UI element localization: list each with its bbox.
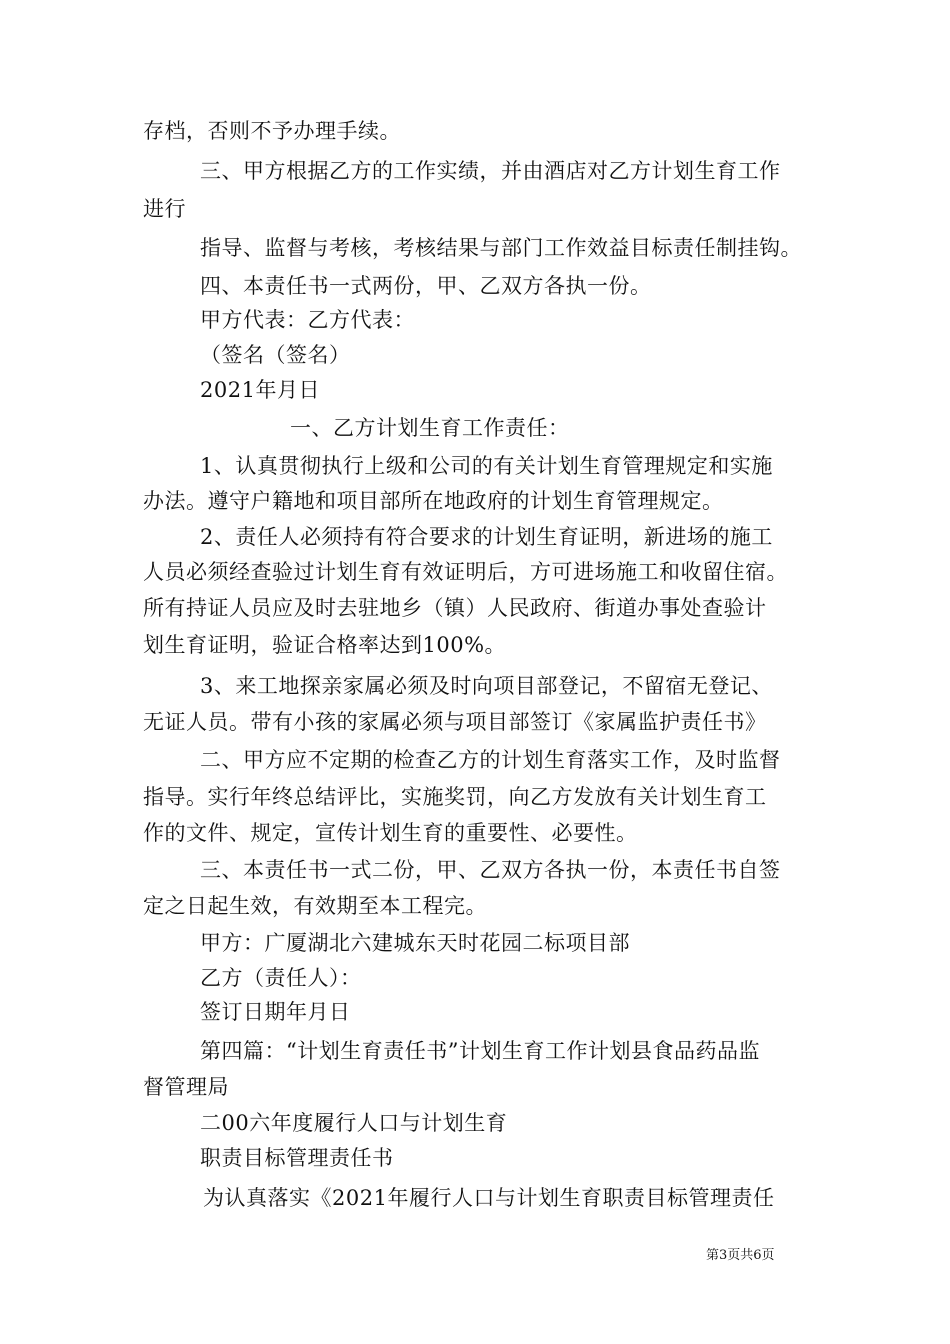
text-line: 作的文件、规定，宣传计划生育的重要性、必要性。 xyxy=(143,821,638,845)
text-line: 一、乙方计划生育工作责任： xyxy=(290,416,570,440)
text-line: 三、本责任书一式二份，甲、乙双方各执一份，本责任书自签 xyxy=(200,858,781,882)
text-line: 三、甲方根据乙方的工作实绩，并由酒店对乙方计划生育工作 xyxy=(200,159,781,183)
text-line: 划生育证明，验证合格率达到100%。 xyxy=(143,633,507,657)
text-line: 所有持证人员应及时去驻地乡（镇）人民政府、街道办事处查验计 xyxy=(143,596,767,620)
text-line: 3、来工地探亲家属必须及时向项目部登记，不留宿无登记、 xyxy=(200,674,773,698)
text-line: 指导、监督与考核，考核结果与部门工作效益目标责任制挂钩。 xyxy=(200,236,802,260)
text-line: 1、认真贯彻执行上级和公司的有关计划生育管理规定和实施 xyxy=(200,454,773,478)
text-line: 无证人员。带有小孩的家属必须与项目部签订《家属监护责任书》 xyxy=(143,710,767,734)
text-line: 甲方：广厦湖北六建城东天时花园二标项目部 xyxy=(200,931,630,955)
text-line: 2021年月日 xyxy=(200,378,320,402)
text-line: 进行 xyxy=(143,197,186,221)
text-line: （签名（签名） xyxy=(200,343,351,367)
text-line: 指导。实行年终总结评比，实施奖罚，向乙方发放有关计划生育工 xyxy=(143,785,767,809)
page-indicator: 第3页共6页 xyxy=(706,1248,775,1263)
text-line: 定之日起生效，有效期至本工程完。 xyxy=(143,894,487,918)
text-line: 第四篇：“计划生育责任书”计划生育工作计划县食品药品监 xyxy=(200,1039,760,1063)
text-line: 乙方（责任人）： xyxy=(200,966,362,990)
text-line: 四、本责任书一式两份，甲、乙双方各执一份。 xyxy=(200,274,652,298)
text-line: 职责目标管理责任书 xyxy=(200,1146,394,1170)
text-line: 2、责任人必须持有符合要求的计划生育证明，新进场的施工 xyxy=(200,525,773,549)
text-line: 签订日期年月日 xyxy=(200,1000,351,1024)
text-line: 甲方代表：乙方代表： xyxy=(200,308,415,332)
text-line: 存档，否则不予办理手续。 xyxy=(143,119,401,143)
text-line: 二、甲方应不定期的检查乙方的计划生育落实工作，及时监督 xyxy=(200,748,781,772)
text-line: 办法。遵守户籍地和项目部所在地政府的计划生育管理规定。 xyxy=(143,489,724,513)
text-line: 为认真落实《2021年履行人口与计划生育职责目标管理责任 xyxy=(203,1186,775,1210)
text-line: 二00六年度履行人口与计划生育 xyxy=(200,1111,508,1135)
text-line: 人员必须经查验过计划生育有效证明后，方可进场施工和收留住宿。 xyxy=(143,560,788,584)
text-line: 督管理局 xyxy=(143,1075,229,1099)
